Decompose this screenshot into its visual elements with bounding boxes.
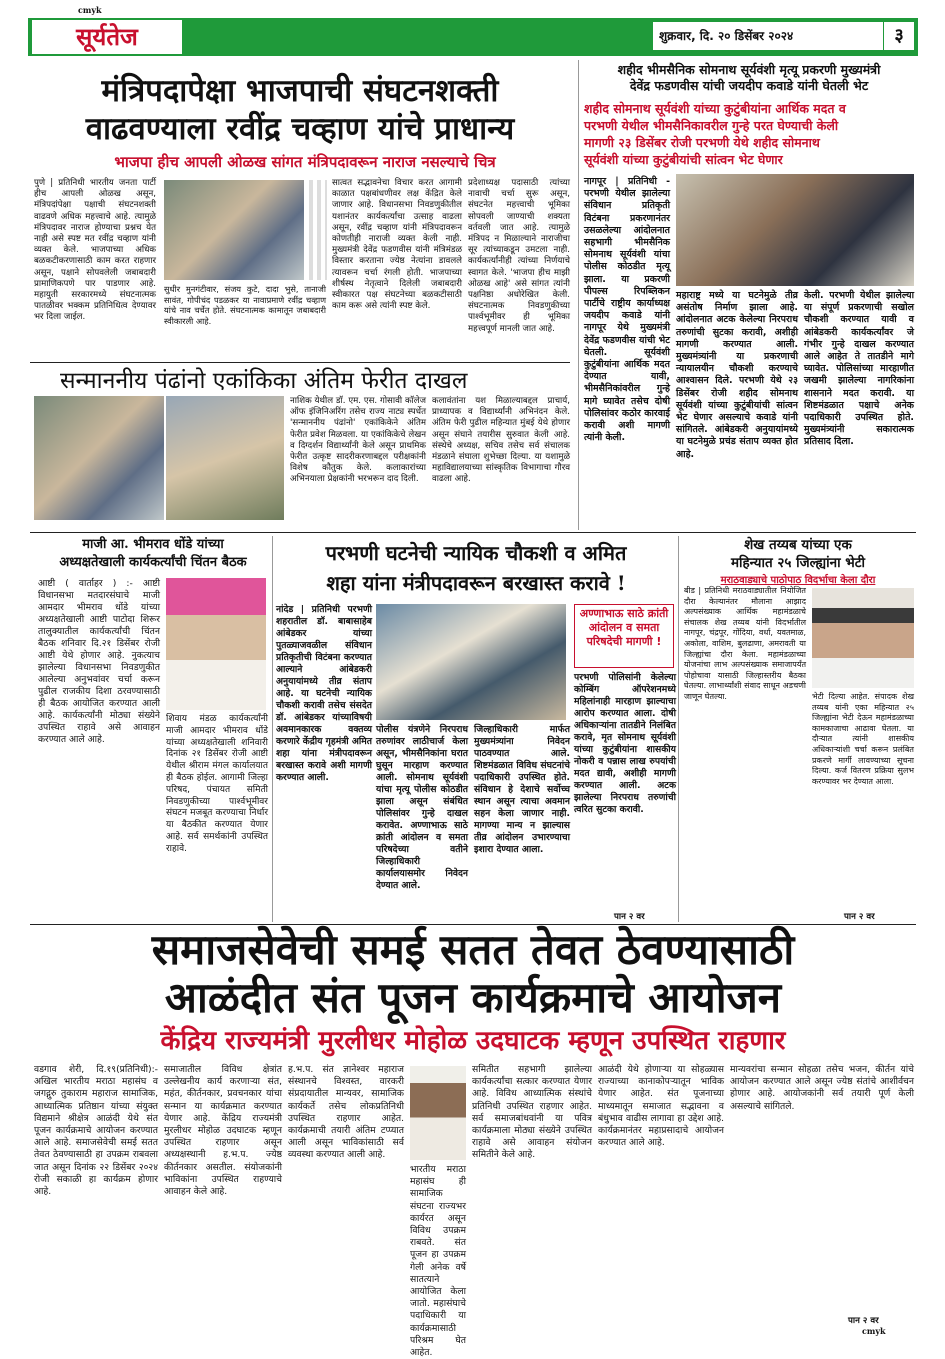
story5-side-heading: अण्णाभाऊ साठे क्रांती आंदोलन व समता परिषदेची मागणी ! bbox=[574, 604, 674, 668]
story4-photo-portrait bbox=[166, 578, 266, 710]
story7-column-2: समाजातील विविध क्षेत्रांत उल्लेखनीय कार्य करणाऱ्या संत, महंत, कीर्तनकार, प्रवचनकार यांचा सन्मान या कार्यक्रमात करण्यात येणार आहे. केंद्रिय राज्यमंत्री मुरलीधर मोहोळ उदघाटक म्हणून उपस्थित राहणार असून अध्यक्षस्थानी ह.भ.प. ज्येष्ठ कीर्तनकार असतील. संयोजकांनी भाविकांना उपस्थित राहण्याचे आवाहन केले आहे. bbox=[164, 1064, 282, 1198]
story3-column-3: केली. परभणी येथील झालेल्या या संपूर्ण प्रकरणाची सखोल चौकशी करण्यात यावी व आंबेडकरी कार्यकर्त्यांवर जे गंभीर गुन्हे दाखल करण्यात आले आहेत ते तातडीने मागे घ्यावेत. पोलिसांच्या मारहाणीत जखमी झालेल्या नागरिकांना शासनाने मदत करावी. या शिष्टमंडळात पक्षाचे अनेक पदाधिकारी उपस्थित होते. मुख्यमंत्र्यांनी सकारात्मक प्रतिसाद दिला. bbox=[804, 290, 914, 448]
story5-column-1: नांदेड | प्रतिनिधी परभणी शहरातील डॉ. बाबासाहेब आंबेडकर यांच्या पुतळ्याजवळील संविधान प्रतिकृतीची विटंबना करण्यात आल्याने आंबेडकरी अनुयायांमध्ये तीव्र संताप आहे. या घटनेची न्यायिक चौकशी करावी तसेच संसदेत डॉ. आंबेडकर यांच्याविषयी अवमानकारक वक्तव्य करणारे केंद्रीय गृहमंत्री अमित शहा यांना मंत्रीपदावरून बरखास्त करावे अशी मागणी करण्यात आली. bbox=[276, 604, 372, 783]
masthead-logo-box bbox=[32, 20, 182, 54]
color-registration-mark: cmyk bbox=[862, 1326, 886, 1336]
story3-headline-line2: देवेंद्र फडणवीस यांची जयदीप कवाडे यांनी घेतली भेट bbox=[629, 78, 869, 93]
story7-column-1: वडगाव शेरी, दि.१९(प्रतिनिधी):- अखिल भारतीय मराठा महासंघ व जगद्गुरु तुकाराम महाराज सामाजिक, आध्यात्मिक प्रतिष्ठान यांच्या संयुक्त विद्यमाने श्रीक्षेत्र आळंदी येथे संत पूजन कार्यक्रमाचे आयोजन करण्यात आले आहे. समाजसेवेची समई सतत तेवत ठेवण्यासाठी हा उपक्रम राबवला जात असून दिनांक २२ डिसेंबर २०२४ रोजी सकाळी हा कार्यक्रम होणार आहे. bbox=[34, 1064, 158, 1198]
story1-headline-line2: वाढवण्याला रवींद्र चव्हाण यांचे प्राधान्य bbox=[85, 111, 515, 147]
story6-headline-line2: महिन्यात २५ जिल्ह्यांना भेटी bbox=[730, 555, 866, 571]
date-box bbox=[653, 22, 883, 50]
story1-photo-divider bbox=[305, 180, 327, 280]
story3-subheadline-line4: सूर्यवंशी यांच्या कुटुंबीयांची सांत्वन भेट घेणार bbox=[584, 152, 783, 167]
divider bbox=[30, 362, 570, 363]
story1-subheadline: भाजपा हीच आपली ओळख सांगत मंत्रिपदावरून नाराज नसल्याचे चित्र bbox=[114, 153, 496, 171]
story1-column-1: पुणे | प्रतिनिधी भारतीय जनता पार्टी हीच आपली ओळख असून, मंत्रिपदांपेक्षा पक्षाची संघटनशक्ती वाढवणे अधिक महत्त्वाचे आहे. त्यामुळे मंत्रिपदावर नाराज होण्याचा प्रश्नच येत नाही असे स्पष्ट मत रवींद्र चव्हाण यांनी व्यक्त केले. भाजपाच्या अधिक बळकटीकरणासाठी काम करत राहणार असून, पक्षाने सोपवलेली जबाबदारी प्रामाणिकपणे पार पाडणार आहे. महायुती सरकारमध्ये संघटनात्मक पातळीवर भक्कम प्रतिनिधित्व देण्यावर भर दिला जाईल. bbox=[34, 178, 156, 323]
color-registration-mark: cmyk bbox=[78, 5, 102, 15]
story6-headline-line1: शेख तय्यब यांच्या एक bbox=[744, 537, 852, 553]
story1-photo-speaker bbox=[164, 180, 304, 280]
story3-photo-meeting bbox=[676, 174, 914, 286]
story2-column-1: नाशिक येथील डॉ. एम. एस. गोसावी कॉलेज ऑफ इंजिनिअरिंग तसेच राज्य नाट्य स्पर्धेत 'सन्माननीय पंढांनो' एकांकिकेने अंतिम फेरीत प्रवेश मिळवला. या एकांकिकेचे लेखन व दिग्दर्शन विद्यार्थ्यांनी केले असून प्राथमिक फेरीत उत्कृष्ट सादरीकरणाबद्दल परीक्षकांनी विशेष कौतुक केले. कलाकारांच्या अभिनयाला प्रेक्षकांनी भरभरून दाद दिली. bbox=[290, 396, 426, 485]
column-divider bbox=[272, 536, 273, 922]
story5-continued-label: पान २ वर bbox=[614, 912, 645, 922]
story3-headline-line1: शहीद भीमसैनिक सोमनाथ सूर्यवंशी मृत्यू प्रकरणी मुख्यमंत्री bbox=[617, 62, 881, 77]
story3-subheadline-line3: मागणी २३ डिसेंबर रोजी परभणी येथे शहीद सोमनाथ bbox=[584, 135, 820, 150]
story3-column-1: नागपूर | प्रतिनिधी - परभणी येथील झालेल्या संविधान प्रतिकृती विटंबना प्रकरणानंतर उसळलेल्या आंदोलनात सहभागी भीमसैनिक सोमनाथ सूर्यवंशी यांचा पोलीस कोठडीत मृत्यू झाला. या प्रकरणी पीपल्स रिपब्लिकन पार्टीचे राष्ट्रीय कार्याध्यक्ष जयदीप कवाडे यांनी नागपूर येथे मुख्यमंत्री देवेंद्र फडणवीस यांची भेट घेतली. सूर्यवंशी कुटुंबीयांना आर्थिक मदत देण्यात यावी, भीमसैनिकांवरील गुन्हे मागे घ्यावेत तसेच दोषी पोलिसांवर कठोर कारवाई करावी अशी मागणी त्यांनी केली. bbox=[584, 176, 670, 444]
story7-continued-label: पान २ वर bbox=[848, 1316, 879, 1326]
story6-photo-portrait bbox=[812, 588, 914, 688]
story7-headline-line2: आळंदीत संत पूजन कार्यक्रमाचे आयोजन bbox=[164, 973, 782, 1022]
page-number: ३ bbox=[884, 22, 914, 50]
story2-headline: सन्माननीय पंढांनो एकांकिका अंतिम फेरीत दाखल bbox=[60, 368, 468, 394]
story4-headline-line1: माजी आ. भीमराव धोंडे यांच्या bbox=[82, 537, 224, 552]
section-divider bbox=[30, 532, 916, 533]
story5-column-4: परभणी पोलिसांनी केलेल्या कोम्बिंग ऑपरेशनमध्ये महिलांनाही मारहाण झाल्याचा आरोप करण्यात आला. दोषी अधिकाऱ्यांना तातडीने निलंबित करावे, मृत सोमनाथ सूर्यवंशी यांच्या कुटुंबीयांना शासकीय नोकरी व पन्नास लाख रुपयांची मदत द्यावी, अशीही मागणी करण्यात आली. अटक झालेल्या निरपराध तरुणांची त्वरित सुटका करावी. bbox=[574, 672, 676, 815]
story7-photo-portrait bbox=[410, 1066, 466, 1160]
story6-subheadline: मराठवाड्याचे पाठोपाठ विदर्भाचा केला दौरा bbox=[720, 575, 876, 586]
story7-subheadline: केंद्रिय राज्यमंत्री मुरलीधर मोहोळ उदघाटक म्हणून उपस्थित राहणार bbox=[160, 1026, 786, 1056]
story1-headline-line1: मंत्रिपदापेक्षा भाजपाची संघटनशक्ती bbox=[101, 73, 499, 109]
story7-headline-line1: समाजसेवेची समई सतत तेवत ठेवण्यासाठी bbox=[151, 925, 795, 974]
story7-column-7: मान्यवरांचा सन्मान सोहळा तसेच भजन, कीर्तन यांचे आयोजन करण्यात आले असून ज्येष्ठ संतांचे आशीर्वचन होणार आहे. आयोजकांनी सर्व तयारी पूर्ण केली असल्याचे सांगितले. bbox=[730, 1064, 914, 1112]
story5-column-3: जिल्हाधिकारी मार्फत मुख्यमंत्र्यांना निवेदन पाठवण्यात आले. शिष्टमंडळात विविध संघटनांचे पदाधिकारी उपस्थित होते. संविधान हे देशाचे सर्वोच्च स्थान असून त्याचा अवमान सहन केला जाणार नाही. मागण्या मान्य न झाल्यास तीव्र आंदोलन उभारण्याचा इशारा देण्यात आला. bbox=[474, 724, 570, 855]
story7-column-5: समितीत सहभागी झालेल्या कार्यकर्त्यांचा सत्कार करण्यात येणार आहे. विविध आध्यात्मिक संस्थांचे प्रतिनिधी उपस्थित राहणार आहेत. सर्व समाजबांधवांनी या पवित्र कार्यक्रमाला मोठ्या संख्येने उपस्थित राहावे असे आवाहन संयोजन समितीने केले आहे. bbox=[472, 1064, 592, 1161]
story5-photo-protest bbox=[376, 604, 566, 720]
story5-headline-line2: शहा यांना मंत्रीपदावरून बरखास्त करावे ! bbox=[326, 571, 626, 595]
story3-column-2: महाराष्ट्र मध्ये या घटनेमुळे तीव्र असंतोष निर्माण झाला आहे. आंदोलनात अटक केलेल्या निरपराध तरुणांची सुटका करावी, अशीही मागणी करण्यात आली. मुख्यमंत्र्यांनी या प्रकरणाची न्यायालयीन चौकशी करण्याचे आश्वासन दिले. परभणी येथे २३ डिसेंबर रोजी शहीद सोमनाथ सूर्यवंशी यांच्या कुटुंबीयांची सांत्वन भेट घेणार असल्याचे कवाडे यांनी सांगितले. आंबेडकरी अनुयायांमध्ये या घटनेमुळे प्रचंड संताप व्यक्त होत आहे. bbox=[676, 290, 798, 460]
column-divider bbox=[578, 60, 579, 530]
story1-column-4: प्रदेशाध्यक्ष पदासाठी त्यांच्या नावाची चर्चा सुरू असून, संघटनेत महत्त्वाची भूमिका सोपवली जाण्याची शक्यता वर्तवली जात आहे. त्यामुळे मंत्रिपद न मिळाल्याने नाराजीचा सूर त्यांच्याकडून उमटला नाही. कार्यकर्त्यांनीही त्यांच्या निर्णयाचे स्वागत केले. 'भाजपा हीच माझी ओळख आहे' असे सांगत त्यांनी पक्षनिष्ठा अधोरेखित केली. संघटनात्मक निवडणुकीच्या पार्श्वभूमीवर ही भूमिका महत्त्वपूर्ण मानली जात आहे. bbox=[468, 178, 570, 334]
story3-subheadline bbox=[584, 100, 914, 168]
story1-photo-caption: सुधीर मुनगंटीवार, संजय कुटे, दादा भुसे, तानाजी सावंत, गोपीचंद पडळकर या नावाप्रमाणे रवींद्र चव्हाण यांचे नाव चर्चेत होते. संघटनात्मक कामातून जबाबदारी स्वीकारली आहे. bbox=[164, 284, 326, 326]
story2-column-2: कलावंतांना यश मिळाल्याबद्दल प्राचार्य, प्राध्यापक व विद्यार्थ्यांनी अभिनंदन केले. अंतिम फेरी पुढील महिन्यात मुंबई येथे होणार असून संघाने तयारीस सुरुवात केली आहे. संस्थेचे अध्यक्ष, सचिव तसेच सर्व संचालक मंडळाने संघाला शुभेच्छा दिल्या. या यशामुळे महाविद्यालयाच्या सांस्कृतिक विभागाचा गौरव वाढला आहे. bbox=[432, 396, 570, 485]
story6-column-2: भेटी दिल्या आहेत. संपादक शेख तय्यब यांनी एका महिन्यात २५ जिल्ह्यांना भेटी देऊन महामंडळाच्या कामकाजाचा आढावा घेतला. या दौऱ्यात त्यांनी शासकीय अधिकाऱ्यांशी चर्चा करून प्रलंबित प्रकरणे मार्गी लावण्याच्या सूचना दिल्या. कर्ज वितरण प्रक्रिया सुलभ करण्यावर भर देण्यात आला. bbox=[812, 692, 914, 786]
story4-column-1: आष्टी ( वार्ताहर ) :- आष्टी विधानसभा मतदारसंघाचे माजी आमदार भीमराव धोंडे यांच्या अध्यक्षतेखाली आष्टी पाटोदा शिरूर तालुक्यातील कार्यकर्त्यांची चिंतन बैठक शनिवार दि.२१ डिसेंबर रोजी आष्टी येथे होणार आहे. नुकत्याच झालेल्या विधानसभा निवडणुकीत आलेल्या अनुभवांवर चर्चा करून पुढील राजकीय दिशा ठरवण्यासाठी ही बैठक आयोजित करण्यात आली आहे. कार्यकर्त्यांनी मोठ्या संख्येने उपस्थित राहावे असे आवाहन करण्यात आले आहे. bbox=[38, 578, 160, 745]
story3-subheadline-line2: परभणी येथील भीमसैनिकावरील गुन्हे परत घेण्याची केली bbox=[584, 118, 839, 133]
story7-column-4: भारतीय मराठा महासंघ ही सामाजिक संघटना राज्यभर कार्यरत असून विविध उपक्रम राबवते. संत पूजन हा उपक्रम गेली अनेक वर्षे सातत्याने आयोजित केला जातो. महासंघाचे पदाधिकारी या कार्यक्रमासाठी परिश्रम घेत आहेत. bbox=[410, 1164, 466, 1359]
story2-photo-group-left bbox=[34, 396, 164, 520]
story4-column-2: शिवाय मंडळ कार्यकर्त्यांनी माजी आमदार भीमराव धोंडे यांच्या अध्यक्षतेखाली शनिवारी दिनांक २१ डिसेंबर रोजी आष्टी येथील श्रीराम मंगल कार्यालयात ही बैठक होईल. आगामी जिल्हा परिषद, पंचायत समिती निवडणुकीच्या पार्श्वभूमीवर संघटन मजबूत करण्याचा निर्धार या बैठकीत करण्यात येणार आहे. सर्व समर्थकांनी उपस्थित राहावे. bbox=[166, 714, 268, 854]
issue-date: शुक्रवार, दि. २० डिसेंबर २०२४ bbox=[659, 29, 794, 43]
story5-column-2: पोलीस यंत्रणेने निरपराध तरुणांवर लाठीचार्ज केला असून, भीमसैनिकांना घरात घुसून मारहाण करण्यात आली. सोमनाथ सूर्यवंशी यांचा मृत्यू पोलीस कोठडीत झाला असून संबंधित पोलिसांवर गुन्हे दाखल करावेत. अण्णाभाऊ साठे क्रांती आंदोलन व समता परिषदेच्या वतीने जिल्हाधिकारी कार्यालयासमोर निवेदन देण्यात आले. bbox=[376, 724, 468, 891]
story1-column-3: सात्वत सद्भावनेचा विचार करत आगामी काळात पक्षबांधणीवर लक्ष केंद्रित केले जाणार आहे. विधानसभा निवडणुकीतील यशानंतर कार्यकर्त्यांचा उत्साह वाढला असून, रवींद्र चव्हाण यांनी मंत्रिपदावरून कोणतीही नाराजी व्यक्त केली नाही. मुख्यमंत्री देवेंद्र फडणवीस यांनी मंत्रिमंडळ विस्तार करताना ज्येष्ठ नेत्यांना डावलले त्यावरून चर्चा रंगली होती. भाजपाच्या शीर्षस्थ नेतृत्वाने दिलेली जबाबदारी स्वीकारत पक्ष संघटनेच्या बळकटीसाठी काम करू असे त्यांनी स्पष्ट केले. bbox=[332, 178, 462, 312]
story4-headline-line2: अध्यक्षतेखाली कार्यकर्त्यांची चिंतन बैठक bbox=[59, 555, 247, 570]
column-divider bbox=[678, 536, 679, 922]
story6-column-1: बीड | प्रतिनिधी मराठवाड्यातील नियोजित दौरा केल्यानंतर मौलाना आझाद अल्पसंख्याक आर्थिक महामंडळाचे संचालक शेख तय्यब यांनी विदर्भातील नागपूर, चंद्रपूर, गोंदिया, वर्धा, यवतमाळ, अकोला, वाशिम, बुलढाणा, अमरावती या जिल्ह्यांचा दौरा केला. महामंडळाच्या योजनांचा लाभ अल्पसंख्याक समाजापर्यंत पोहोचावा यासाठी जिल्हास्तरीय बैठका घेतल्या. लाभार्थ्यांशी संवाद साधून अडचणी जाणून घेतल्या. bbox=[684, 586, 806, 701]
story5-headline-line1: परभणी घटनेची न्यायिक चौकशी व अमित bbox=[325, 541, 627, 565]
story2-photo-group-right bbox=[166, 396, 284, 520]
story3-subheadline-line1: शहीद सोमनाथ सूर्यवंशी यांच्या कुटुंबीयांना आर्थिक मदत व bbox=[584, 101, 846, 116]
masthead-logo: सूर्यतेज bbox=[76, 22, 138, 51]
story7-column-3: ह.भ.प. संत ज्ञानेश्वर महाराज संस्थानचे विश्वस्त, वारकरी संप्रदायातील मान्यवर, सामाजिक कार्यकर्ते तसेच लोकप्रतिनिधी उपस्थित राहणार आहेत. कार्यक्रमाची तयारी अंतिम टप्प्यात आली असून भाविकांसाठी सर्व व्यवस्था करण्यात आली आहे. bbox=[288, 1064, 404, 1161]
story6-continued-label: पान २ वर bbox=[844, 912, 875, 922]
story7-column-6: आळंदी येथे होणाऱ्या या सोहळ्यास राज्याच्या कानाकोपऱ्यातून भाविक येणार आहेत. संत पूजनाच्या माध्यमातून समाजात सद्भावना व बंधुभाव वाढीस लागावा हा उद्देश आहे. कार्यक्रमानंतर महाप्रसादाचे आयोजन करण्यात आले आहे. bbox=[598, 1064, 724, 1149]
